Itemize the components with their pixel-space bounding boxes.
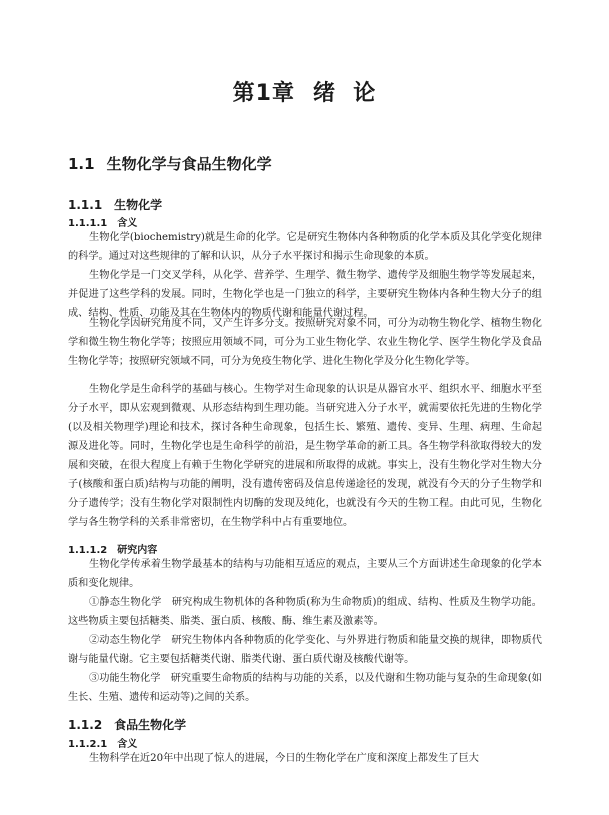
section-number: 1.1.1.2 [68,545,108,556]
section-heading-1-1-1 [68,196,162,213]
section-heading-1-1-2-1 [68,735,137,750]
section-number: 1.1.1.1 [68,218,108,229]
section-title: 含义 [117,739,138,750]
paragraph: 生物化学(biochemistry)就是生命的化学。它是研究生物体内各种物质的化学本质及其化学变化规律的科学。通过对这些规律的了解和认识，从分子水平探讨和揭示生命现象的本质。 [68,232,542,262]
chapter-name: 绪 论 [312,81,377,106]
paragraph: 生物科学在近20年中出现了惊人的进展，今日的生物化学在广度和深度上都发生了巨大 [89,753,479,764]
section-heading-1-1 [68,153,272,174]
chapter-number: 第1章 [232,81,295,106]
paragraph: ③功能生物化学 研究重要生命物质的结构与功能的关系，以及代谢和生物功能与复杂的生命现象(如生长、生殖、遗传和运动等)之间的关系。 [68,673,542,703]
paragraph: ②动态生物化学 研究生物体内各种物质的化学变化、与外界进行物质和能量交换的规律，即物质代谢与能量代谢。它主要包括糖类代谢、脂类代谢、蛋白质代谢及核酸代谢等。 [68,635,542,665]
section-number: 1.1.2 [68,718,103,732]
section-title: 食品生物化学 [114,718,187,732]
paragraph: 生物化学是一门交叉学科，从化学、营养学、生理学、微生物学、遗传学及细胞生物学等发展起来，并促进了这些学科的发展。同时，生物化学也是一门独立的科学，主要研究生物体内各种生物大分子的组成、结构、性质、功能及其在生物体内的物质代谢和能量代谢过程。 [68,270,542,319]
section-title: 研究内容 [117,545,158,556]
section-heading-1-1-1-1 [68,214,137,229]
chapter-title [0,76,609,107]
section-number: 1.1.1 [68,198,103,212]
section-number: 1.1 [68,155,95,173]
paragraph: 生物化学因研究角度不同，又产生许多分支。按照研究对象不同，可分为动物生物化学、植物生物化学和微生物生物化学等；按照应用领域不同，可分为工业生物化学、农业生物化学、医学生物化学及食品生物化学等；按照研究领域不同，可分为免疫生物化学、进化生物化学及分化生物化学等。 [68,318,542,367]
section-number: 1.1.2.1 [68,739,108,750]
section-title: 生物化学与食品生物化学 [106,155,272,173]
section-title: 含义 [117,218,138,229]
section-heading-1-1-1-2 [68,541,157,556]
section-heading-1-1-2 [68,716,186,733]
paragraph: 生物化学传承着生物学最基本的结构与功能相互适应的观点，主要从三个方面讲述生命现象的化学本质和变化规律。 [68,559,542,589]
paragraph: ①静态生物化学 研究构成生物机体的各种物质(称为生命物质)的组成、结构、性质及生物学功能。这些物质主要包括糖类、脂类、蛋白质、核酸、酶、维生素及激素等。 [68,597,542,627]
section-title: 生物化学 [114,198,163,212]
paragraph: 生物化学是生命科学的基础与核心。生物学对生命现象的认识是从器官水平、组织水平、细胞水平至分子水平，即从宏观到微观、从形态结构到生理功能。当研究进入分子水平，就需要依托先进的生物化学(以及相关物理学)理论和技术，探讨各种生命现象，包括生长、繁殖、遗传、变异、生理、病理、生命起源及进化等。同时，生物化学也是生命科学的前沿，是生物学革命的新工具。各生物学科欲取得较大的发展和突破，在很大程度上有赖于生物化学研究的进展和所取得的成就。事实上，没有生物化学对生物大分子(核酸和蛋白质)结构与功能的阐明，没有遗传密码及信息传递途径的发现，就没有今天的分子生物学和分子遗传学；没有生物化学对限制性内切酶的发现及纯化，也就没有今天的生物工程。由此可见，生物化学与各生物学科的关系非常密切，在生物学科中占有重要地位。 [68,384,542,528]
